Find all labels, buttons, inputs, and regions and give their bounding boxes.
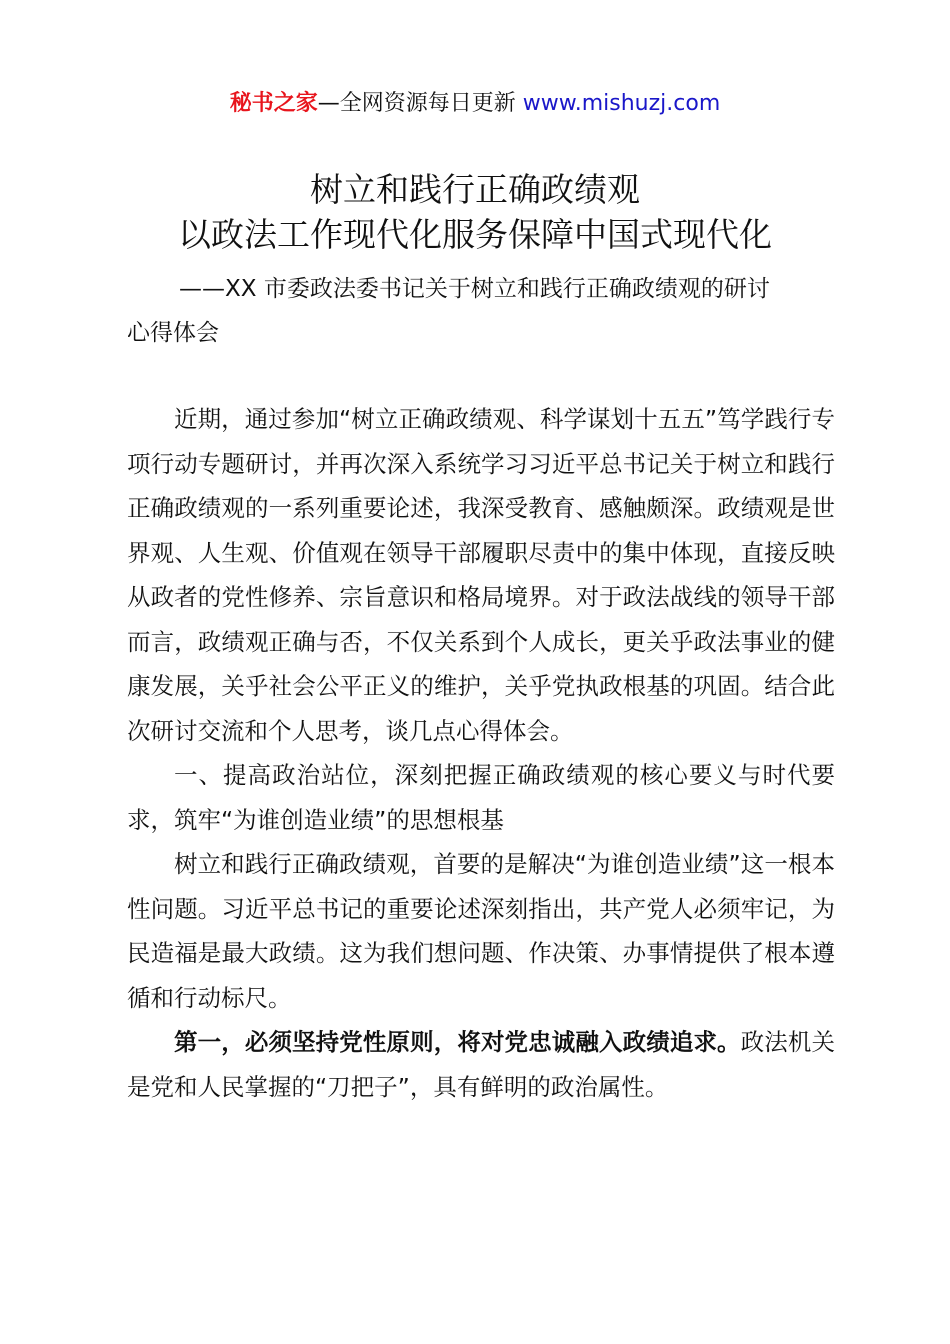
first-point-text: 政法机关是党和人民掌握的“刀把子”，具有鲜明的政治属性。 <box>127 1028 836 1101</box>
header-slogan: —全网资源每日更新 <box>317 91 523 116</box>
subtitle-line-2: 心得体会 <box>127 320 219 346</box>
site-header <box>0 88 950 120</box>
body-paragraph-first-point <box>127 1020 835 1109</box>
brand-name: 秘书之家 <box>229 91 318 116</box>
document-body <box>127 397 835 1109</box>
document-subtitle <box>127 267 835 355</box>
body-paragraph: 树立和践行正确政绩观，首要的是解决“为谁创造业绩”这一根本性问题。习近平总书记的重要论述深刻指出，共产党人必须牢记，为民造福是最大政绩。这为我们想问题、作决策、办事情提供了根本遵循和行动标尺。 <box>127 850 835 1012</box>
site-url-link[interactable]: www.mishuzj.com <box>522 91 721 116</box>
document-title-line-1: 树立和践行正确政绩观 <box>310 170 640 209</box>
section-heading-1: 一、提高政治站位，深刻把握正确政绩观的核心要义与时代要求，筑牢“为谁创造业绩”的思想根基 <box>127 761 835 834</box>
document-title-line-2: 以政法工作现代化服务保障中国式现代化 <box>178 215 772 254</box>
first-point-lead: 第一，必须坚持党性原则，将对党忠诚融入政绩追求。 <box>174 1028 741 1056</box>
body-paragraph-intro: 近期，通过参加“树立正确政绩观、科学谋划十五五”笃学践行专项行动专题研讨，并再次深入系统学习习近平总书记关于树立和践行正确政绩观的一系列重要论述，我深受教育、感触颇深。政绩观是世界观、人生观、价值观在领导干部履职尽责中的集中体现，直接反映从政者的党性修养、宗旨意识和格局境界。对于政法战线的领导干部而言，政绩观正确与否，不仅关系到个人成长，更关乎政法事业的健康发展，关乎社会公平正义的维护，关乎党执政根基的巩固。结合此次研讨交流和个人思考，谈几点心得体会。 <box>127 405 835 745</box>
subtitle-line-1: ——XX 市委政法委书记关于树立和践行正确政绩观的研讨 <box>179 276 770 302</box>
